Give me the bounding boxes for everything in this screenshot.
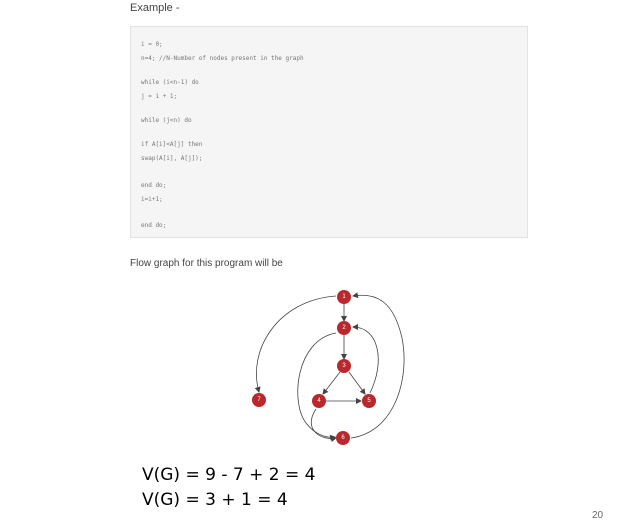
formula-line-2: V(G) = 3 + 1 = 4 (142, 490, 288, 510)
code-line: while (i<n-1) do (141, 79, 199, 86)
code-line: if A[i]<A[j] then (141, 141, 203, 148)
page-number: 20 (592, 510, 604, 521)
code-line: end do; (141, 222, 167, 229)
node-6-label: 6 (341, 435, 345, 441)
code-line: i=i+1; (141, 196, 163, 203)
code-line: n=4; //N-Number of nodes present in the graph (141, 55, 304, 62)
code-line: while (j<n) do (141, 117, 192, 124)
node-3-label: 3 (342, 363, 346, 369)
code-line: swap(A[i], A[j]); (141, 155, 203, 162)
code-line: j = i + 1; (141, 93, 178, 100)
edge-4-6 (311, 409, 336, 438)
edge-6-1 (351, 295, 404, 438)
node-1-label: 1 (342, 294, 346, 300)
formula-line-1: V(G) = 9 - 7 + 2 = 4 (142, 465, 316, 485)
code-line: end do; (141, 182, 167, 189)
code-line: i = 0; (141, 41, 163, 48)
node-5-label: 5 (367, 398, 371, 404)
edge-1-7 (256, 296, 336, 392)
flow-graph-caption: Flow graph for this program will be (130, 258, 283, 269)
example-heading: Example - (130, 2, 180, 14)
edge-3-5 (349, 372, 365, 394)
node-7-label: 7 (257, 397, 261, 403)
edge-3-4 (323, 372, 340, 394)
node-2-label: 2 (342, 325, 346, 331)
node-4-label: 4 (317, 398, 321, 404)
